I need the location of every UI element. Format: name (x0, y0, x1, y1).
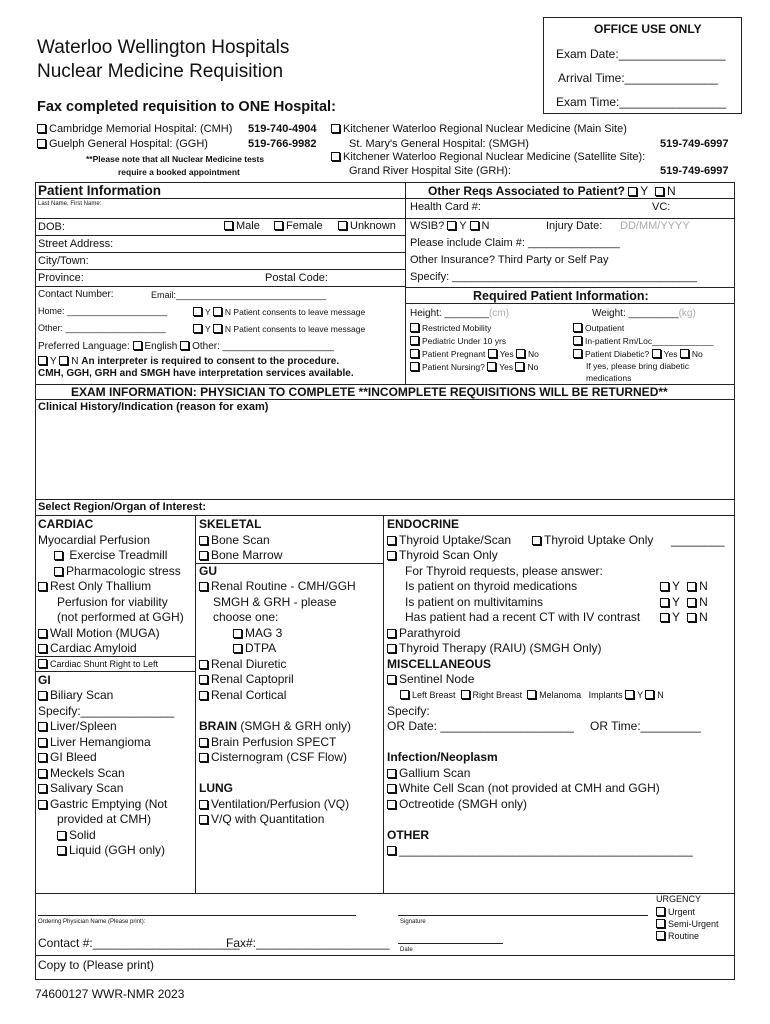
city-field[interactable]: City/Town: (38, 255, 89, 267)
restricted-mobility[interactable]: Restricted Mobility (410, 323, 491, 333)
checkbox-icon[interactable] (656, 907, 665, 916)
checkbox-icon[interactable] (37, 124, 46, 133)
checkbox-icon[interactable] (532, 536, 541, 545)
checkbox-icon[interactable] (38, 691, 47, 700)
cardiac-amyloid[interactable]: Cardiac Amyloid (38, 642, 137, 654)
cardiac-shunt[interactable]: Cardiac Shunt Right to Left (38, 659, 158, 669)
checkbox-icon[interactable] (410, 336, 419, 345)
checkbox-icon[interactable] (199, 675, 208, 684)
exam-time-field[interactable]: Exam Time:________________ (556, 95, 727, 109)
checkbox-icon[interactable] (387, 769, 396, 778)
checkbox-icon[interactable] (54, 567, 63, 576)
checkbox-icon[interactable] (387, 644, 396, 653)
or-time-field[interactable]: OR Time:_________ (590, 719, 701, 733)
checkbox-icon[interactable] (387, 675, 396, 684)
sex-unknown[interactable]: Unknown (338, 221, 396, 232)
thyroid-meds-yn[interactable]: Y N (660, 580, 708, 592)
checkbox-icon[interactable] (38, 769, 47, 778)
sex-female[interactable]: Female (274, 221, 323, 232)
other-heading: OTHER (387, 828, 429, 842)
brain-heading: BRAIN (SMGH & GRH only) (199, 719, 352, 733)
salivary-scan[interactable]: Salivary Scan (38, 782, 123, 794)
checkbox-icon[interactable] (487, 362, 496, 371)
grh-phone: 519-749-6997 (660, 165, 729, 177)
gallium-scan[interactable]: Gallium Scan (387, 767, 470, 779)
street-field[interactable]: Street Address: (38, 238, 114, 250)
checkbox-icon[interactable] (645, 690, 654, 699)
interpreter-note: CMH, GGH, GRH and SMGH have interpretation services available. (38, 368, 354, 379)
checkbox-icon[interactable] (573, 336, 582, 345)
form-title-line2: Nuclear Medicine Requisition (37, 61, 284, 82)
required-info-heading: Required Patient Information: (473, 289, 649, 303)
thyroid-scan-only[interactable]: Thyroid Scan Only (387, 549, 498, 561)
myocardial-perfusion: Myocardial Perfusion (38, 533, 151, 547)
hospital-kw-main[interactable]: Kitchener Waterloo Regional Nuclear Medicine (Main Site) (331, 124, 627, 135)
checkbox-icon[interactable] (652, 349, 661, 358)
checkbox-icon[interactable] (573, 349, 582, 358)
gi-bleed[interactable]: GI Bleed (38, 751, 97, 763)
checkbox-icon[interactable] (199, 800, 208, 809)
or-date-field[interactable]: OR Date: ____________________ (387, 719, 574, 733)
diabetic-note-1: If yes, please bring diabetic (586, 361, 690, 371)
checkbox-icon[interactable] (180, 341, 189, 350)
ct-question: Has patient had a recent CT with IV contrast (405, 610, 641, 624)
checkbox-icon[interactable] (410, 362, 419, 371)
rest-line2: Perfusion for viability (57, 595, 168, 609)
renal-cortical[interactable]: Renal Cortical (199, 689, 286, 701)
bone-scan[interactable]: Bone Scan (199, 534, 270, 546)
exam-date-field[interactable]: Exam Date:________________ (556, 47, 726, 61)
sex-male[interactable]: Male (224, 221, 260, 232)
dtpa[interactable]: DTPA (233, 642, 276, 654)
meckels-scan[interactable]: Meckels Scan (38, 767, 125, 779)
checkbox-icon[interactable] (488, 349, 497, 358)
claim-field[interactable]: Please include Claim #: _______________ (410, 237, 620, 249)
checkbox-icon[interactable] (224, 221, 233, 230)
checkbox-icon[interactable] (38, 629, 47, 638)
thyroid-instructions: For Thyroid requests, please answer: (405, 564, 603, 578)
dob-field[interactable]: DOB: (38, 221, 65, 233)
pharmacologic-stress[interactable]: Pharmacologic stress (54, 565, 181, 577)
checkbox-icon[interactable] (133, 341, 142, 350)
endocrine-heading: ENDOCRINE (387, 517, 460, 531)
date-label: Date (400, 947, 413, 953)
checkbox-icon[interactable] (57, 831, 66, 840)
outpatient[interactable]: Outpatient (573, 323, 624, 333)
renal-line2: SMGH & GRH - please (213, 595, 337, 609)
gastric-solid[interactable]: Solid (57, 829, 96, 841)
checkbox-icon[interactable] (461, 690, 470, 699)
checkbox-icon[interactable] (410, 323, 419, 332)
checkbox-icon[interactable] (37, 139, 46, 148)
pediatric[interactable]: Pediatric Under 10 yrs (410, 336, 506, 346)
checkbox-icon[interactable] (38, 722, 47, 731)
checkbox-icon[interactable] (687, 598, 696, 607)
clinical-history-input[interactable] (36, 416, 734, 498)
gastric-emptying[interactable]: Gastric Emptying (Not (38, 798, 167, 810)
exercise-treadmill[interactable]: Exercise Treadmill (54, 549, 167, 561)
fax-heading: Fax completed requisition to ONE Hospital: (37, 99, 336, 115)
checkbox-icon[interactable] (687, 582, 696, 591)
smgh-label: St. Mary's General Hospital: (SMGH) (349, 138, 529, 150)
email-field[interactable]: Email:______________________________ (151, 290, 327, 300)
skeletal-heading: SKELETAL (199, 517, 262, 531)
injury-date-input[interactable]: DD/MM/YYYY (620, 220, 690, 232)
exam-banner: EXAM INFORMATION: PHYSICIAN TO COMPLETE **INCOMPLETE REQUISITIONS WILL BE RETURNED** (71, 385, 668, 399)
patient-diabetic[interactable]: Patient Diabetic? Yes No (573, 349, 703, 359)
checkbox-icon[interactable] (660, 582, 669, 591)
renal-diuretic[interactable]: Renal Diuretic (199, 658, 286, 670)
gi-heading: GI (38, 673, 51, 687)
checkbox-icon[interactable] (625, 690, 634, 699)
grh-label: Grand River Hospital Site (GRH): (349, 165, 511, 177)
vq-quantitation[interactable]: V/Q with Quantitation (199, 813, 324, 825)
checkbox-icon[interactable] (628, 187, 637, 196)
weight-field[interactable]: Weight: _________(kg) (592, 308, 696, 319)
name-field-label: Last Name, First Name: (38, 201, 102, 207)
inpatient[interactable]: In-patient Rm/Loc_____________ (573, 336, 714, 346)
checkbox-icon[interactable] (573, 323, 582, 332)
checkbox-icon[interactable] (331, 152, 340, 161)
checkbox-icon[interactable] (331, 124, 340, 133)
postal-code-field[interactable]: Postal Code: (265, 272, 328, 284)
checkbox-icon[interactable] (199, 660, 208, 669)
other-reqs-heading: Other Reqs Associated to Patient? Y N (428, 184, 676, 198)
checkbox-icon[interactable] (38, 800, 47, 809)
checkbox-icon[interactable] (213, 324, 222, 333)
checkbox-icon[interactable] (656, 931, 665, 940)
patient-pregnant[interactable]: Patient Pregnant Yes No (410, 349, 539, 359)
home-phone-field[interactable]: Home: ____________________ (38, 306, 168, 316)
checkbox-icon[interactable] (400, 690, 409, 699)
urgency-heading: URGENCY (656, 894, 702, 904)
ct-yn[interactable]: Y N (660, 611, 708, 623)
urgency-urgent[interactable]: Urgent (656, 907, 695, 917)
renal-captopril[interactable]: Renal Captopril (199, 673, 294, 685)
sentinel-node[interactable]: Sentinel Node (387, 673, 474, 685)
checkbox-icon[interactable] (410, 349, 419, 358)
checkbox-icon[interactable] (274, 221, 283, 230)
rest-line3: (not performed at GGH) (57, 610, 184, 624)
checkbox-icon[interactable] (199, 815, 208, 824)
cardiac-heading: CARDIAC (38, 517, 94, 531)
checkbox-icon[interactable] (59, 356, 68, 365)
checkbox-icon[interactable] (54, 551, 63, 560)
checkbox-icon[interactable] (199, 738, 208, 747)
office-use-title: OFFICE USE ONLY (594, 22, 702, 36)
pref-language[interactable]: Preferred Language: English Other: ____________________ (38, 341, 334, 352)
checkbox-icon[interactable] (660, 598, 669, 607)
parathyroid[interactable]: Parathyroid (387, 627, 460, 639)
brain-perfusion[interactable]: Brain Perfusion SPECT (199, 736, 336, 748)
other-exam[interactable]: ____________________________________________ (387, 844, 693, 856)
other-consent[interactable]: Y N Patient consents to leave message (193, 324, 365, 334)
arrival-time-field[interactable]: Arrival Time:______________ (558, 71, 719, 85)
checkbox-icon[interactable] (387, 846, 396, 855)
ggh-phone: 519-766-9982 (248, 138, 317, 150)
misc-heading: MISCELLANEOUS (387, 657, 492, 671)
checkbox-icon[interactable] (516, 349, 525, 358)
biliary-specify[interactable]: Specify:______________ (38, 704, 175, 718)
checkbox-icon[interactable] (38, 644, 47, 653)
octreotide[interactable]: Octreotide (SMGH only) (387, 798, 527, 810)
checkbox-icon[interactable] (199, 691, 208, 700)
form-title-line1: Waterloo Wellington Hospitals (37, 37, 290, 58)
checkbox-icon[interactable] (660, 613, 669, 622)
checkbox-icon[interactable] (527, 690, 536, 699)
multivitamins-yn[interactable]: Y N (660, 596, 708, 608)
lung-heading: LUNG (199, 781, 233, 795)
appointment-note-2: require a booked appointment (118, 167, 240, 177)
health-card-field[interactable]: Health Card #: (410, 201, 481, 213)
checkbox-icon[interactable] (38, 784, 47, 793)
ordering-physician-label: Ordering Physician Name (Please print): (38, 919, 146, 925)
injury-date-label: Injury Date: (546, 220, 603, 232)
clinical-history-label: Clinical History/Indication (reason for exam) (38, 401, 269, 413)
liver-spleen[interactable]: Liver/Spleen (38, 720, 117, 732)
bone-marrow[interactable]: Bone Marrow (199, 549, 282, 561)
signature-label: Signature (400, 919, 426, 925)
mag3[interactable]: MAG 3 (233, 627, 282, 639)
checkbox-icon[interactable] (199, 753, 208, 762)
checkbox-icon[interactable] (57, 846, 66, 855)
gastric-liquid[interactable]: Liquid (GGH only) (57, 844, 165, 856)
other-phone-field[interactable]: Other: ____________________ (38, 323, 166, 333)
misc-specify[interactable]: Specify: (387, 704, 430, 718)
contact-number-label: Contact Number: (38, 289, 114, 300)
checkbox-icon[interactable] (387, 551, 396, 560)
insurance-label: Other Insurance? Third Party or Self Pay (410, 254, 609, 266)
interpreter-row[interactable]: Y N An interpreter is required to consent to the procedure. (38, 356, 339, 367)
cisternogram[interactable]: Cisternogram (CSF Flow) (199, 751, 347, 763)
renal-routine[interactable]: Renal Routine - CMH/GGH (199, 580, 356, 592)
vq-scan[interactable]: Ventilation/Perfusion (VQ) (199, 798, 349, 810)
checkbox-icon[interactable] (38, 659, 47, 668)
checkbox-icon[interactable] (515, 362, 524, 371)
wall-motion-muga[interactable]: Wall Motion (MUGA) (38, 627, 160, 639)
thyroid-therapy[interactable]: Thyroid Therapy (RAIU) (SMGH Only) (387, 642, 601, 654)
diabetic-note-2: medications (586, 373, 632, 383)
checkbox-icon[interactable] (38, 582, 47, 591)
uptake-only-line[interactable]: ________ (671, 533, 725, 547)
hospital-kw-satellite[interactable]: Kitchener Waterloo Regional Nuclear Medicine (Satellite Site): (331, 152, 645, 163)
gu-heading: GU (199, 564, 217, 578)
checkbox-icon[interactable] (213, 307, 222, 316)
checkbox-icon[interactable] (470, 221, 479, 230)
smgh-phone: 519-749-6997 (660, 138, 729, 150)
fax-field[interactable]: Fax#:____________________ (226, 936, 390, 950)
gastric-line2: provided at CMH) (57, 812, 152, 826)
thyroid-uptake-only[interactable]: Thyroid Uptake Only (532, 534, 653, 546)
checkbox-icon[interactable] (687, 613, 696, 622)
renal-line3: choose one: (213, 610, 279, 624)
wsib-row[interactable]: WSIB? Y N (410, 220, 490, 232)
patient-info-heading: Patient Information (38, 183, 162, 198)
contact-field[interactable]: Contact #:______________________ (38, 936, 240, 950)
copy-to-field[interactable]: Copy to (Please print) (38, 958, 155, 972)
urgency-semi[interactable]: Semi-Urgent (656, 919, 719, 929)
checkbox-icon[interactable] (447, 221, 456, 230)
hospital-ggh[interactable]: Guelph General Hospital: (GGH) (37, 139, 208, 150)
home-consent[interactable]: Y N Patient consents to leave message (193, 307, 365, 317)
checkbox-icon[interactable] (387, 629, 396, 638)
province-field[interactable]: Province: (38, 272, 84, 284)
thyroid-meds-question: Is patient on thyroid medications (405, 579, 578, 593)
checkbox-icon[interactable] (655, 187, 664, 196)
rest-only-thallium[interactable]: Rest Only Thallium (38, 580, 151, 592)
checkbox-icon[interactable] (199, 536, 208, 545)
cmh-phone: 519-740-4904 (248, 123, 317, 135)
form-code: 74600127 WWR-NMR 2023 (35, 987, 185, 1001)
height-field[interactable]: Height: ________(cm) (410, 308, 509, 319)
multivitamins-question: Is patient on multivitamins (405, 595, 544, 609)
checkbox-icon[interactable] (38, 753, 47, 762)
select-region-label: Select Region/Organ of Interest: (38, 501, 207, 513)
urgency-routine[interactable]: Routine (656, 931, 699, 941)
infection-heading: Infection/Neoplasm (387, 750, 498, 764)
checkbox-icon[interactable] (656, 919, 665, 928)
checkbox-icon[interactable] (387, 784, 396, 793)
checkbox-icon[interactable] (680, 349, 689, 358)
checkbox-icon[interactable] (338, 221, 347, 230)
checkbox-icon[interactable] (38, 356, 47, 365)
checkbox-icon[interactable] (387, 800, 396, 809)
checkbox-icon[interactable] (38, 738, 47, 747)
patient-nursing[interactable]: Patient Nursing? Yes No (410, 362, 538, 372)
checkbox-icon[interactable] (233, 629, 242, 638)
sentinel-options[interactable]: Left Breast Right Breast Melanoma Implants Y N (400, 690, 664, 700)
checkbox-icon[interactable] (233, 644, 242, 653)
thyroid-uptake-scan[interactable]: Thyroid Uptake/Scan (387, 534, 511, 546)
liver-hemangioma[interactable]: Liver Hemangioma (38, 736, 151, 748)
checkbox-icon[interactable] (199, 551, 208, 560)
insurance-specify[interactable]: Specify: ________________________________________ (410, 271, 697, 283)
white-cell-scan[interactable]: White Cell Scan (not provided at CMH and GGH) (387, 782, 660, 794)
hospital-cmh[interactable]: Cambridge Memorial Hospital: (CMH) (37, 124, 232, 135)
checkbox-icon[interactable] (193, 324, 202, 333)
biliary-scan[interactable]: Biliary Scan (38, 689, 113, 701)
checkbox-icon[interactable] (193, 307, 202, 316)
checkbox-icon[interactable] (199, 582, 208, 591)
checkbox-icon[interactable] (387, 536, 396, 545)
vc-field[interactable]: VC: (652, 201, 671, 213)
appointment-note-1: **Please note that all Nuclear Medicine tests (86, 154, 265, 164)
